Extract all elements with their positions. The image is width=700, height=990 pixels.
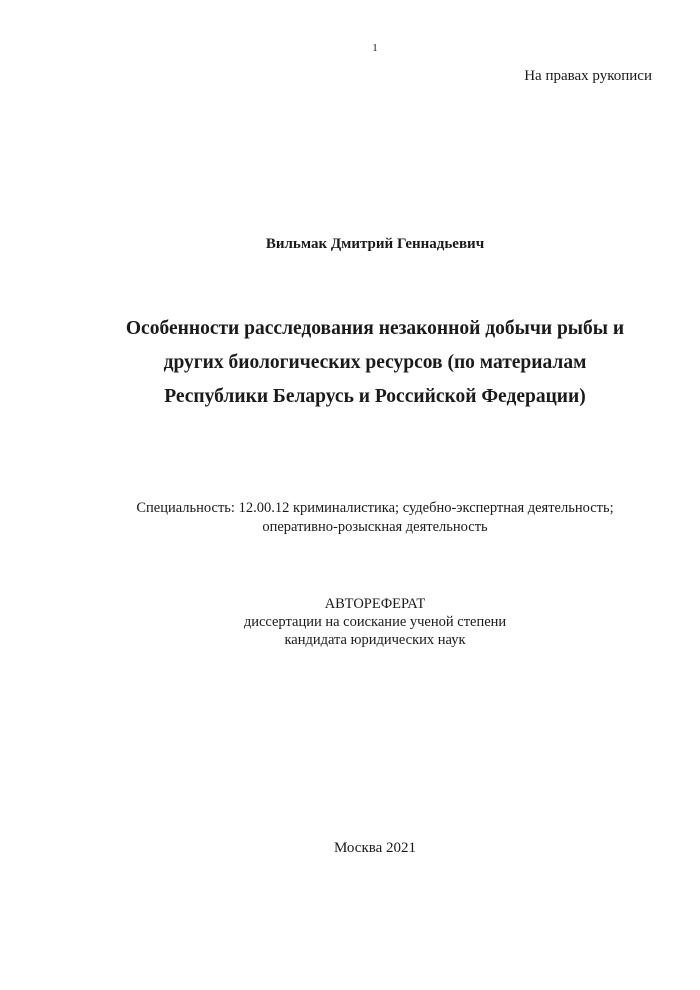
specialty-line: Специальность: 12.00.12 криминалистика; судебно-экспертная деятельность; bbox=[136, 500, 614, 516]
abstract-line: диссертации на соискание ученой степени bbox=[243, 614, 507, 630]
title-line: Особенности расследования незаконной добычи рыбы и bbox=[125, 318, 625, 339]
rights-note: На правах рукописи bbox=[524, 68, 652, 84]
specialty bbox=[0, 499, 700, 537]
specialty-line: оперативно-розыскная деятельность bbox=[262, 519, 488, 535]
document-title bbox=[0, 312, 700, 414]
abstract-block bbox=[0, 595, 700, 649]
title-line: Республики Беларусь и Российской Федерации) bbox=[164, 386, 586, 407]
author-name: Вильмак Дмитрий Геннадьевич bbox=[265, 236, 485, 252]
abstract-line: кандидата юридических наук bbox=[284, 632, 466, 648]
abstract-heading: АВТОРЕФЕРАТ bbox=[324, 596, 426, 612]
title-line: других биологических ресурсов (по материалам bbox=[163, 352, 587, 373]
page-number: 1 bbox=[372, 42, 378, 54]
city-year: Москва 2021 bbox=[333, 840, 417, 856]
